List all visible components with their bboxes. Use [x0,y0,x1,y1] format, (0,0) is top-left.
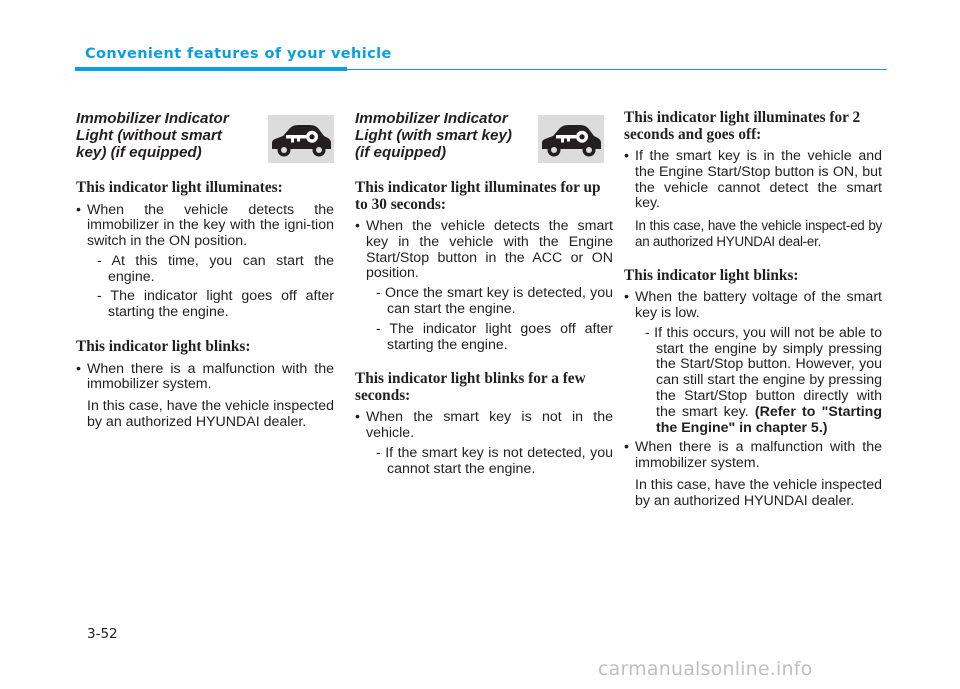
section-title-underline [75,67,347,71]
blinks-bullet: • When the smart key is not in the vehicle. [355,410,613,442]
battery-low-bullet: • When the battery voltage of the smart key is low. [624,290,882,322]
indicator-title: Immobilizer Indicator Light (without smart key) (if equipped) [76,110,229,162]
blinks-heading: This indicator light blinks for a few seconds: [355,370,586,404]
immobilizer-car-key-icon [268,115,334,163]
malfunction-bullet: • When there is a malfunction with the immobilizer system. [624,440,882,472]
blinks-detail: - If the smart key is not detected, you cannot start the engine. [376,444,613,477]
watermark: carmanualsonline.info [598,658,813,680]
dealer-note: In this case, have the vehicle inspected by an authorized HYUNDAI dealer. [635,477,882,509]
illuminates-detail: - The indicator light goes off after starting the engine. [376,320,613,353]
blinks-heading: This indicator light blinks: [624,266,799,284]
indicator-title: Immobilizer Indicator Light (with smart key) (if equipped) [355,110,512,162]
column-continued [624,110,882,514]
illuminates-heading: This indicator light illuminates: [76,179,283,196]
illuminates-detail: - At this time, you can start the engine. [97,252,334,285]
illuminates-bullet: • When the vehicle detects the immobilizer in the key with the igni-tion switch in the ON position. [76,203,334,250]
column-without-smart-key [76,110,334,435]
section-title: Convenient features of your vehicle [85,46,392,62]
immobilizer-car-key-icon [538,115,604,163]
dealer-note: In this case, have the vehicle inspect-ed by an authorized HYUNDAI deal-er. [635,218,882,249]
battery-low-detail [634,326,882,437]
dealer-note: In this case, have the vehicle inspected by an authorized HYUNDAI dealer. [87,398,334,430]
illuminates-off-bullet: • If the smart key is in the vehicle and the Engine Start/Stop button is ON, but the vehicle cannot detect the smart key. [624,149,882,212]
indicator-header [76,110,334,166]
blinks-heading: This indicator light blinks: [76,338,251,356]
battery-low-detail-text: - If this occurs, you will not be able to start the engine by simply pressing the Start/Stop button. However, you can still start the engine by pressing the Start/Stop button directly with the smart key. [645,324,882,420]
chapter-reference: (Refer to "Starting the Engine" in chapter 5.) [656,403,882,436]
illuminates-off-heading: This indicator light illuminates for 2 seconds and goes off: [624,109,861,143]
blinks-bullet: • When there is a malfunction with the immobilizer system. [76,362,334,394]
page-number: 3-52 [87,626,118,642]
column-with-smart-key [355,110,613,482]
illuminates-heading: This indicator light illuminates for up to 30 seconds: [355,179,601,213]
illuminates-detail: - The indicator light goes off after starting the engine. [97,288,334,321]
illuminates-detail: - Once the smart key is detected, you can start the engine. [376,285,613,317]
header-rule [347,69,887,70]
indicator-header [355,110,613,166]
illuminates-bullet: • When the vehicle detects the smart key in the vehicle with the Engine Start/Stop button in the ACC or ON position. [355,219,613,282]
